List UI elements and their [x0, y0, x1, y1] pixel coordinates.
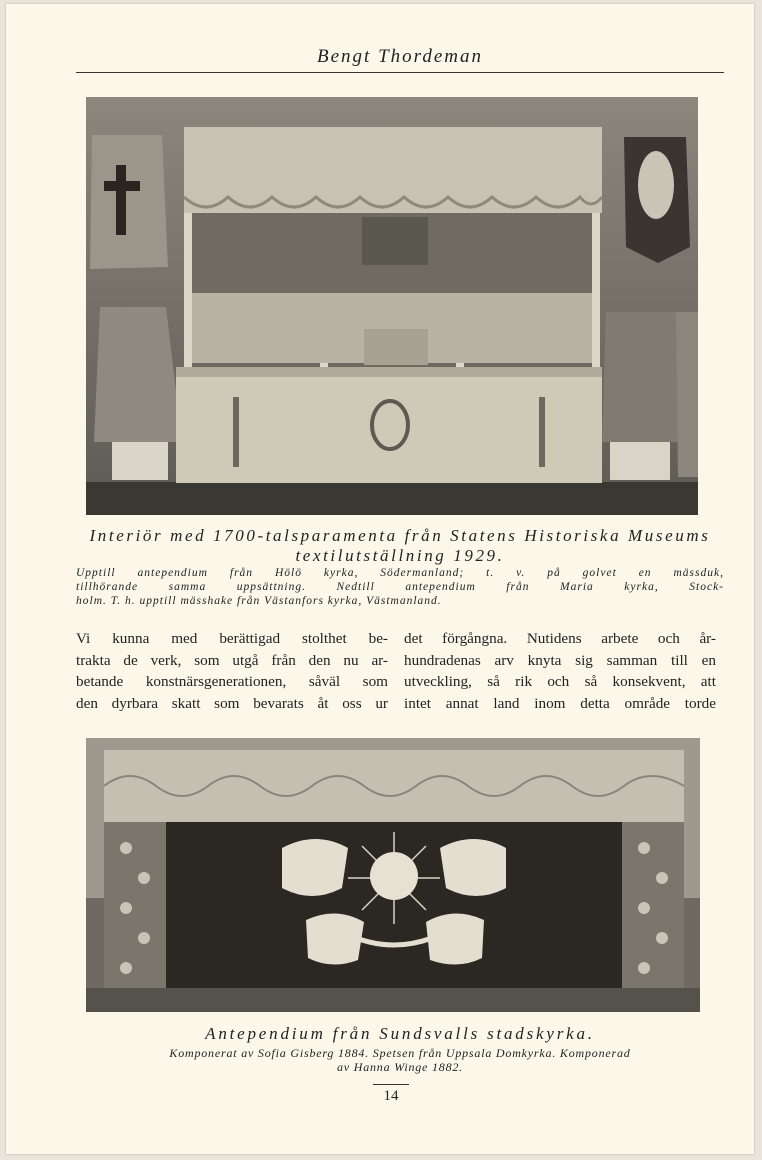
body-line: betande konstnärsgenerationen, såväl som — [76, 673, 388, 690]
caption-line: holm. T. h. upptill mässhake från Västanfors kyrka, Västmanland. — [76, 595, 442, 607]
folio-rule — [373, 1084, 409, 1085]
body-line: Vi kunna med berättigad stolthet be- — [76, 630, 388, 647]
page — [6, 4, 754, 1154]
body-line: utveckling, så rik och så konsekvent, att — [404, 673, 716, 690]
page-number: 14 — [383, 1088, 399, 1104]
running-head: Bengt Thordeman — [317, 46, 483, 67]
body-line: hundradenas arv knyta sig samman till en — [404, 651, 716, 669]
caption-line: Upptill antependium från Hölö kyrka, Södermanland; t. v. på golvet en mässduk, — [76, 567, 724, 579]
body-line: intet annat land inom detta område torde — [404, 694, 716, 712]
caption-line: tillhörande samma uppsättning. Nedtill antependium från Maria kyrka, Stock- — [76, 581, 724, 593]
header-rule — [76, 72, 724, 73]
figure-bottom-caption-title: Antependium från Sundsvalls stadskyrka. — [205, 1024, 595, 1043]
body-line: den dyrbara skatt som bevarats åt oss ur — [76, 694, 388, 712]
figure-bottom-caption-body — [76, 1046, 724, 1074]
photo-antependium-sundsvall — [86, 738, 700, 1012]
caption-line: Komponerat av Sofia Gisberg 1884. Spetsen från Uppsala Domkyrka. Komponerad — [169, 1046, 631, 1060]
photo-exhibition-interior — [86, 97, 698, 515]
body-column-left — [76, 628, 388, 714]
body-line: det förgångna. Nutidens arbete och år- — [404, 630, 716, 647]
figure-top-caption-title: Interiör med 1700-talsparamenta från Statens Historiska Museums textilutställning 1929. — [89, 526, 711, 565]
caption-line: av Hanna Winge 1882. — [337, 1060, 463, 1074]
body-line: trakta de verk, som utgå från den nu ar- — [76, 651, 388, 669]
figure-top-caption-body — [76, 566, 724, 608]
photo-antependium-graphic — [86, 738, 700, 1012]
photo-exhibition-graphic — [86, 97, 698, 515]
body-column-right — [404, 628, 716, 714]
